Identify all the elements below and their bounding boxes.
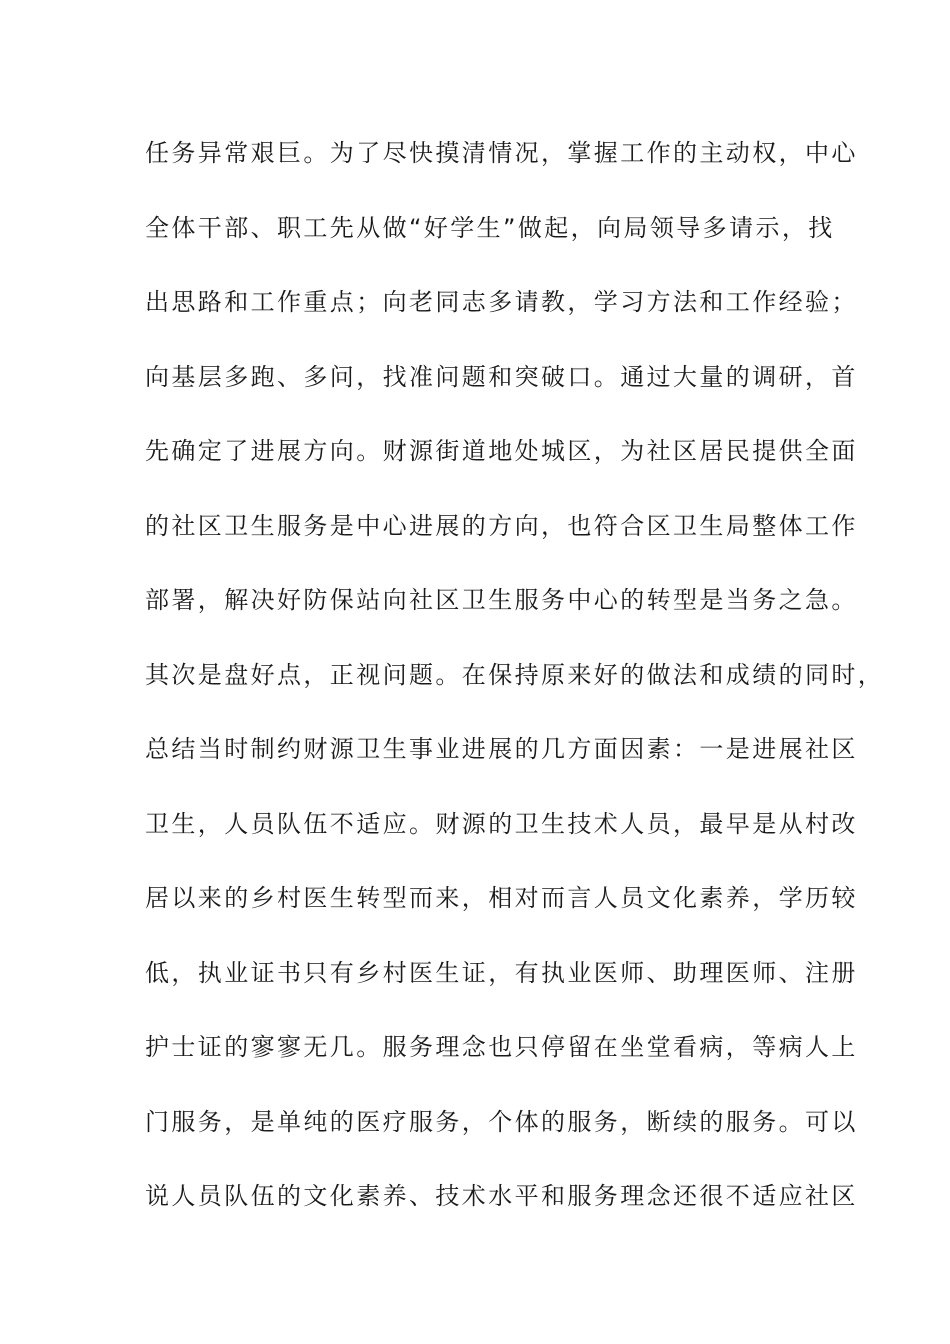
text-line-14: 门服务，是单纯的医疗服务，个体的服务，断续的服务。可以 xyxy=(145,1107,858,1136)
text-line-15: 说人员队伍的文化素养、技术水平和服务理念还很不适应社区 xyxy=(145,1182,858,1210)
text-line-6: 的社区卫生服务是中心进展的方向，也符合区卫生局整体工作 xyxy=(145,511,858,540)
text-line-13: 护士证的寥寥无几。服务理念也只停留在坐堂看病，等病人上 xyxy=(145,1033,858,1061)
text-line-1: 任务异常艰巨。为了尽快摸清情况，掌握工作的主动权，中心 xyxy=(145,139,858,167)
text-line-3: 出思路和工作重点；向老同志多请教，学习方法和工作经验； xyxy=(145,288,858,316)
text-line-11: 居以来的乡村医生转型而来，相对而言人员文化素养，学历较 xyxy=(145,884,858,912)
text-line-8: 其次是盘好点，正视问题。在保持原来好的做法和成绩的同时， xyxy=(145,660,885,689)
text-line-9: 总结当时制约财源卫生事业进展的几方面因素：一是进展社区 xyxy=(145,735,858,763)
text-line-12: 低，执业证书只有乡村医生证，有执业医师、助理医师、注册 xyxy=(145,958,858,987)
text-line-4: 向基层多跑、多问，找准问题和突破口。通过大量的调研，首 xyxy=(145,362,858,391)
body-text xyxy=(145,133,885,1251)
text-line-7: 部署，解决好防保站向社区卫生服务中心的转型是当务之急。 xyxy=(145,586,858,614)
text-line-2: 全体干部、职工先从做“好学生”做起，向局领导多请示，找 xyxy=(145,213,835,242)
text-line-5: 先确定了进展方向。财源街道地处城区，为社区居民提供全面 xyxy=(145,437,858,465)
text-line-10: 卫生，人员队伍不适应。财源的卫生技术人员，最早是从村改 xyxy=(145,809,858,838)
